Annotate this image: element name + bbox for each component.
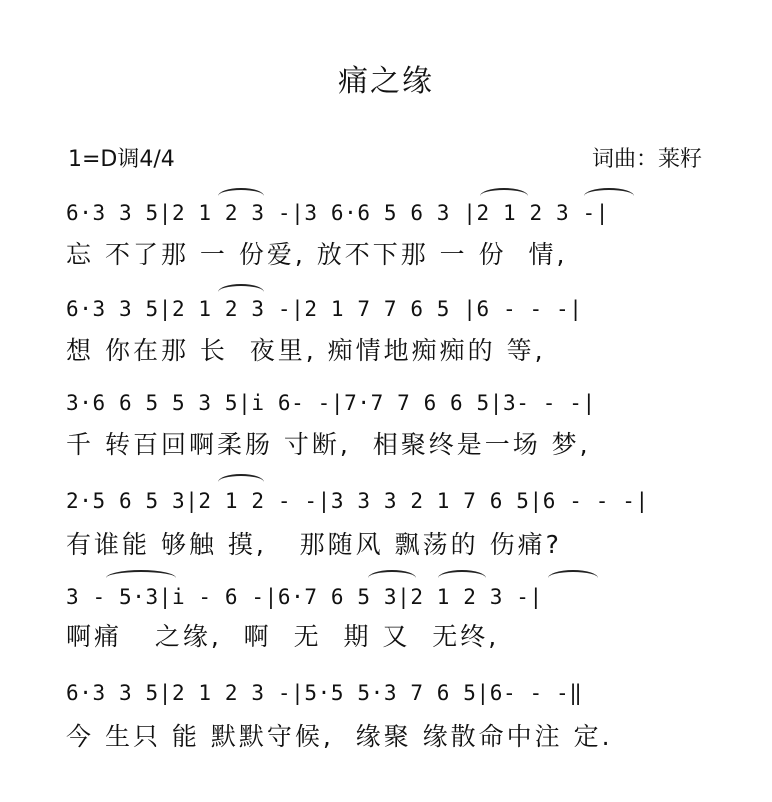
notes-line-6: 6·3 3 5|2 1 2 3 -|5·5 5·3 7 6 5|6- - -‖ [66,681,583,705]
notes-line-2: 6·3 3 5|2 1 2 3 -|2 1 7 7 6 5 |6 - - -| [66,297,583,321]
song-title: 痛之缘 [338,64,434,99]
notes-line-1: 6·3 3 5|2 1 2 3 -|3 6·6 5 6 3 |2 1 2 3 -| [66,201,609,225]
lyrics-line-5: 啊痛 之缘, 啊 无 期 又 无终, [66,622,500,651]
notes-line-5: 3 - 5·3|i - 6 -|6·7 6 5 3|2 1 2 3 -| [66,585,543,609]
notes-line-3: 3·6 6 5 5 3 5|i 6- -|7·7 7 6 6 5|3- - -| [66,391,596,415]
lyrics-line-1: 忘 不了那 一 份爱, 放不下那 一 份 情, [66,240,568,269]
key-signature: 1=D调4/4 [68,147,175,172]
lyrics-line-6: 今 生只 能 默默守候, 缘聚 缘散命中注 定. [66,722,613,751]
lyrics-line-3: 千 转百回啊柔肠 寸断, 相聚终是一场 梦, [66,430,591,459]
credit: 词曲：莱籽 [592,147,703,172]
lyrics-line-4: 有谁能 够触 摸, 那随风 飘荡的 伤痛? [66,530,562,559]
lyrics-line-2: 想 你在那 长 夜里, 痴情地痴痴的 等, [66,336,546,365]
notes-line-4: 2·5 6 5 3|2 1 2 - -|3 3 3 2 1 7 6 5|6 - - -| [66,489,649,513]
